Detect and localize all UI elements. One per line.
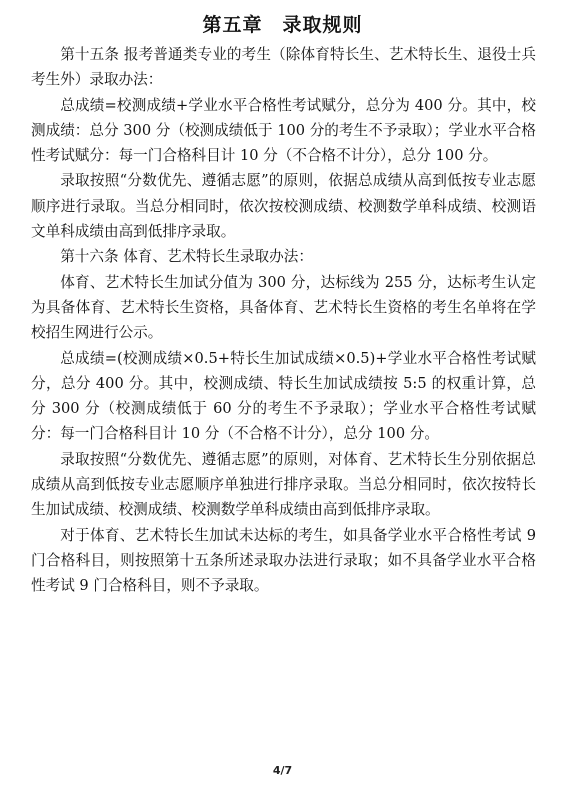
- paragraph-article-16-not-qualified: 对于体育、艺术特长生加试未达标的考生，如具备学业水平合格性考试 9 门合格科目，则按照第十五条所述录取办法进行录取；如不具备学业水平合格性考试 9 门合格科目，则不予录取。: [31, 526, 536, 595]
- paragraph-article-16-extra-test: 体育、艺术特长生加试分值为 300 分，达标线为 255 分，达标考生认定为具备体育、艺术特长生资格，具备体育、艺术特长生资格的考生名单将在学校招生网进行公示。: [31, 273, 536, 342]
- paragraph-article-15-admission-principle: 录取按照“分数优先、遵循志愿”的原则，依据总成绩从高到低按专业志愿顺序进行录取。当总分相同时，依次按校测成绩、校测数学单科成绩、校测语文单科成绩由高到低排序录取。: [31, 172, 536, 241]
- paragraph-article-16-total-score: 总成绩=(校测成绩×0.5+特长生加试成绩×0.5)+学业水平合格性考试赋分，总分 400 分。其中，校测成绩、特长生加试成绩按 5:5 的权重计算，总分 300 分（校测成绩低于 60 分的考生不予录取）；学业水平合格性考试赋分：每一门合格科目计 10 分（不合格不计分），总分 100 分。: [31, 349, 536, 443]
- paragraph-article-15-total-score: 总成绩=校测成绩+学业水平合格性考试赋分，总分为 400 分。其中，校测成绩：总分 300 分（校测成绩低于 100 分的考生不予录取）；学业水平合格性考试赋分：每一门合格科目计 10 分（不合格不计分），总分 100 分。: [31, 96, 536, 165]
- chapter-title: 第五章 录取规则: [202, 14, 363, 36]
- paragraph-article-16-admission-principle: 录取按照“分数优先、遵循志愿”的原则，对体育、艺术特长生分别依据总成绩从高到低按专业志愿顺序单独进行排序录取。当总分相同时，依次按特长生加试成绩、校测成绩、校测数学单科成绩由高到低排序录取。: [31, 450, 536, 519]
- page-number: 4/7: [272, 764, 293, 777]
- body-text: [31, 42, 536, 599]
- paragraph-article-16-heading: 第十六条 体育、艺术特长生录取办法：: [60, 248, 313, 266]
- paragraph-article-15-heading: 第十五条 报考普通类专业的考生（除体育特长生、艺术特长生、退役士兵考生外）录取办法：: [31, 46, 536, 89]
